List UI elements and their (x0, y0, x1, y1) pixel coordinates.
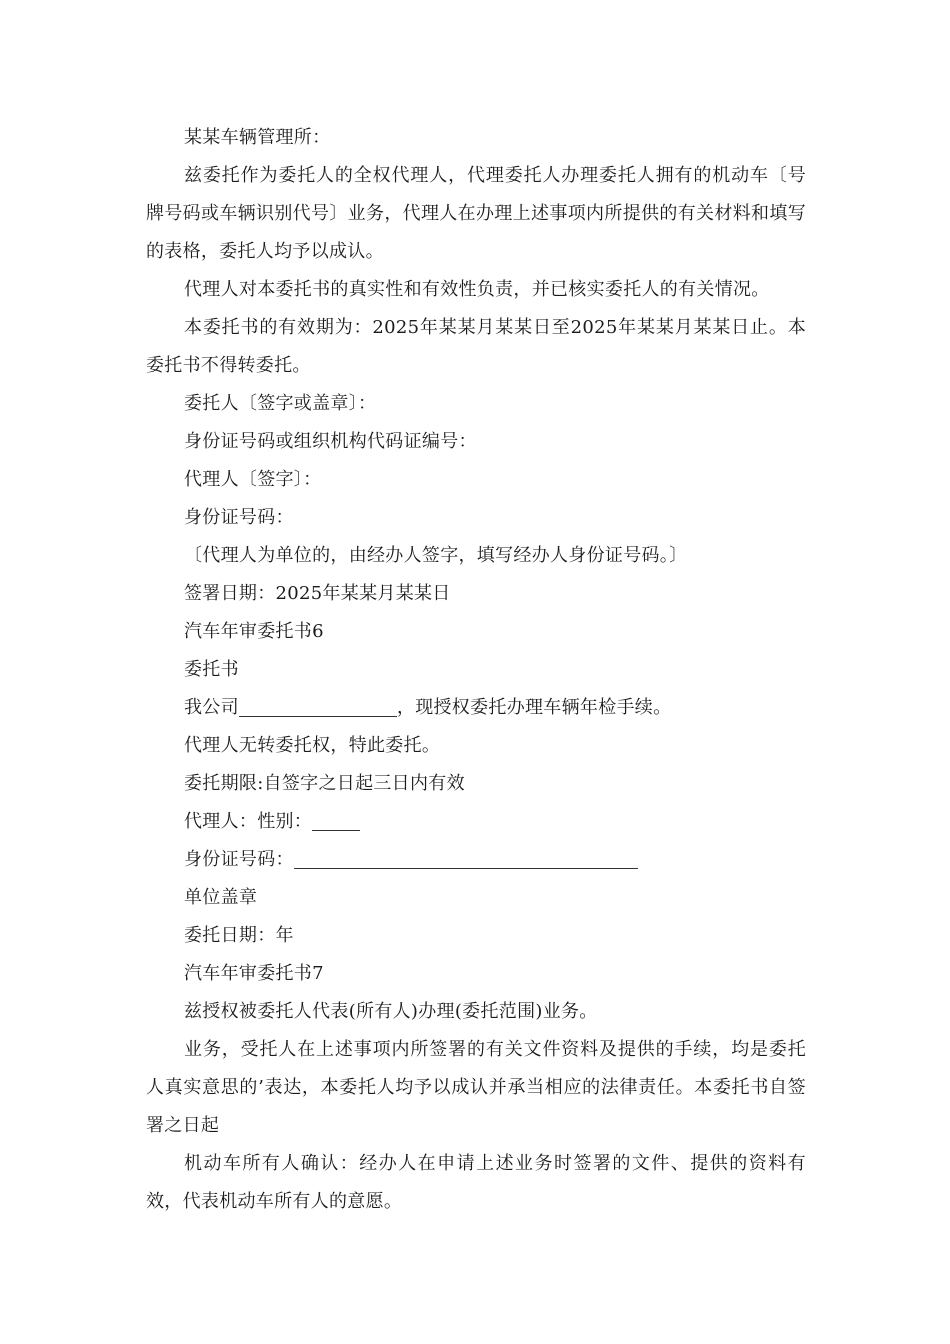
section-title-7: 汽车年审委托书7 (184, 963, 324, 984)
company-blank (239, 696, 397, 717)
gender-blank (312, 810, 360, 831)
authorization-paragraph: 兹委托作为委托人的全权代理人，代理委托人办理委托人拥有的机动车〔号牌号码或车辆识别代号〕业务，代理人在办理上述事项内所提供的有关材料和填写的表格，委托人均予以成认。 (146, 165, 806, 262)
id-number-line (146, 841, 806, 879)
unit-seal-line: 单位盖章 (184, 887, 258, 908)
document-heading: 委托书 (184, 659, 239, 680)
entrust-date-line: 委托日期：年 (184, 925, 294, 946)
document-page (146, 119, 806, 1221)
agent-gender-line (146, 803, 806, 841)
company-prefix: 我公司 (184, 697, 239, 718)
legal-responsibility-paragraph: 业务，受托人在上述事项内所签署的有关文件资料及提供的手续，均是委托人真实意思的’表达，本委托人均予以成认并承当相应的法律责任。本委托书自签署之日起 (146, 1039, 806, 1136)
id-number-label: 身份证号码： (184, 849, 294, 870)
principal-signature-line: 委托人〔签字或盖章〕： (184, 393, 377, 414)
company-authorization-line (146, 689, 806, 727)
responsibility-paragraph: 代理人对本委托书的真实性和有效性负责，并已核实委托人的有关情况。 (184, 279, 770, 300)
agent-note: 〔代理人为单位的，由经办人签字，填写经办人身份证号码。〕 (184, 545, 688, 566)
id-number-blank (294, 848, 638, 869)
company-suffix: ，现授权委托办理车辆年检手续。 (396, 697, 672, 718)
term-line: 委托期限:自签字之日起三日内有效 (184, 773, 465, 794)
section-title-6: 汽车年审委托书6 (184, 621, 324, 642)
agent-id-line: 身份证号码： (184, 507, 294, 528)
no-subdelegation-line: 代理人无转委托权，特此委托。 (184, 735, 441, 756)
agent-signature-line: 代理人〔签字〕： (184, 469, 322, 490)
authorization-scope-line: 兹授权被委托人代表(所有人)办理(委托范围)业务。 (184, 1001, 598, 1022)
validity-paragraph: 本委托书的有效期为：2025年某某月某某日至2025年某某月某某日止。本委托书不得转委托。 (146, 317, 806, 376)
signing-date-line: 签署日期：2025年某某月某某日 (184, 583, 451, 604)
owner-confirmation-paragraph: 机动车所有人确认：经办人在申请上述业务时签署的文件、提供的资料有效，代表机动车所有人的意愿。 (146, 1153, 806, 1212)
addressee: 某某车辆管理所： (184, 127, 331, 148)
agent-gender-label: 代理人：性别： (184, 811, 313, 832)
principal-id-line: 身份证号码或组织机构代码证编号： (184, 431, 477, 452)
